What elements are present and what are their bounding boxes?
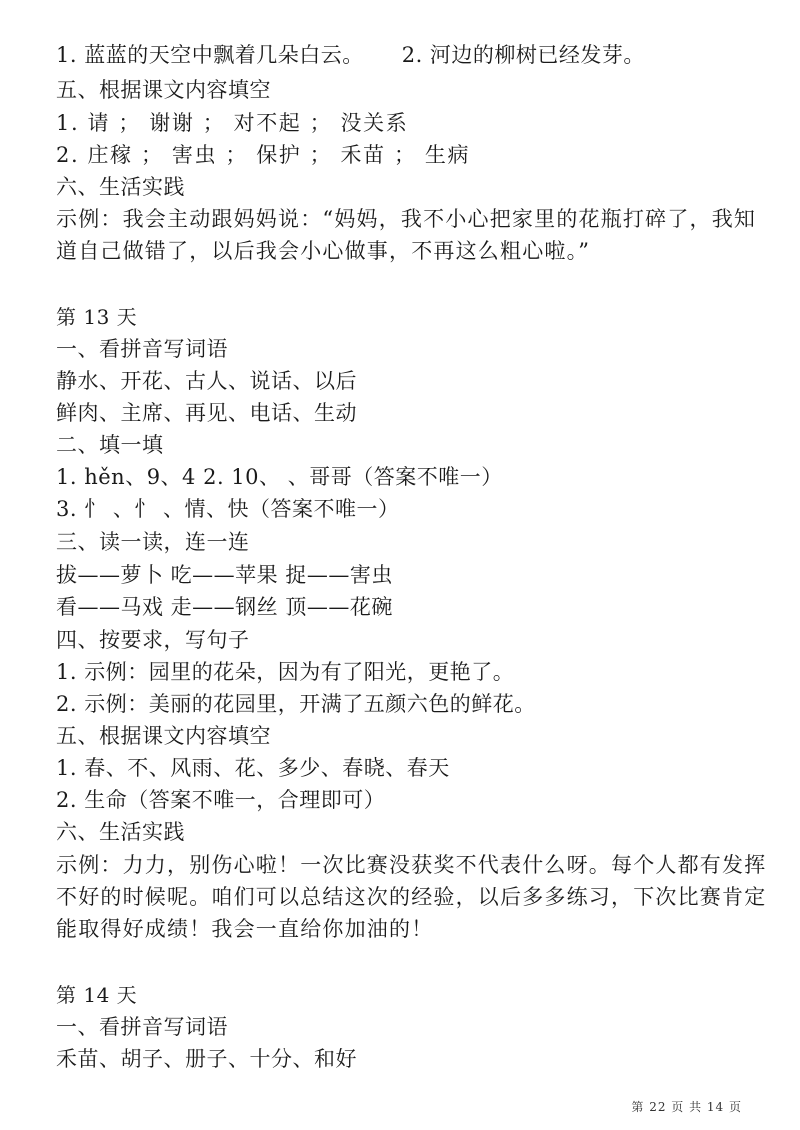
answer-line: 2. 示例：美丽的花园里，开满了五颜六色的鲜花。 — [56, 692, 536, 716]
answer-line: 鲜肉、主席、再见、电话、生动 — [56, 401, 357, 425]
day-heading: 第 13 天 — [56, 305, 138, 329]
section-heading: 五、根据课文内容填空 — [56, 78, 271, 102]
answer-line: 静水、开花、古人、说话、以后 — [56, 369, 357, 393]
paragraph-line: 示例：我会主动跟妈妈说：“妈妈，我不小心把家里的花瓶打碎了，我知 — [56, 207, 757, 231]
answer-line: 1. 请 ； 谢谢 ； 对不起 ； 没关系 — [56, 111, 409, 135]
section-heading: 三、读一读，连一连 — [56, 530, 250, 554]
answer-line: 拔——萝卜 吃——苹果 捉——害虫 — [56, 563, 393, 587]
answer-item-2: 2. 河边的柳树已经发芽。 — [401, 43, 645, 67]
answer-line: 2. 庄稼 ； 害虫 ； 保护 ； 禾苗 ； 生病 — [56, 143, 471, 167]
section-heading: 二、填一填 — [56, 433, 164, 457]
paragraph-line: 能取得好成绩！我会一直给你加油的！ — [56, 917, 434, 941]
day-heading: 第 14 天 — [56, 983, 138, 1007]
section-heading: 一、看拼音写词语 — [56, 1015, 228, 1039]
section-heading: 六、生活实践 — [56, 820, 185, 844]
section-heading: 六、生活实践 — [56, 175, 185, 199]
answer-line: 2. 生命（答案不唯一，合理即可） — [56, 788, 386, 812]
answer-line: 1. 春、不、风雨、花、多少、春晓、春天 — [56, 756, 450, 780]
answer-line: 3. 忄 、忄 、情、快（答案不唯一） — [56, 497, 400, 521]
answer-item-1: 1. 蓝蓝的天空中飘着几朵白云。 — [56, 43, 364, 67]
answer-line: 看——马戏 走——钢丝 顶——花碗 — [56, 595, 393, 619]
answer-line: 1. 示例：园里的花朵，因为有了阳光，更艳了。 — [56, 660, 515, 684]
paragraph-line: 不好的时候呢。咱们可以总结这次的经验，以后多多练习，下次比赛肯定 — [56, 885, 767, 909]
section-heading: 四、按要求，写句子 — [56, 628, 250, 652]
paragraph-line: 示例：力力，别伤心啦！一次比赛没获奖不代表什么呀。每个人都有发挥 — [56, 853, 767, 877]
paragraph-line: 道自己做错了，以后我会小心做事，不再这么粗心啦。” — [56, 239, 591, 263]
answer-line: 禾苗、胡子、册子、十分、和好 — [56, 1047, 357, 1071]
answer-line: 1. hěn、9、4 2. 10、 、哥哥（答案不唯一） — [56, 465, 503, 489]
answer-line-1 — [56, 40, 760, 70]
page-footer: 第 22 页 共 14 页 — [631, 1100, 742, 1114]
section-heading: 五、根据课文内容填空 — [56, 724, 271, 748]
section-heading: 一、看拼音写词语 — [56, 337, 228, 361]
